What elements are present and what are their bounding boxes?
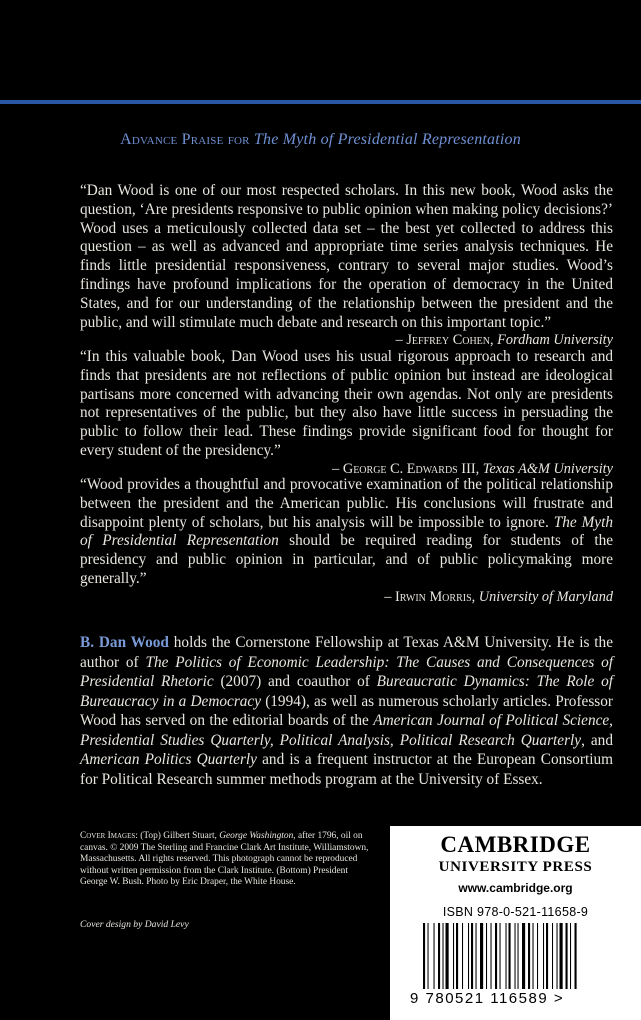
quote-author: – Irwin Morris, [384,588,476,605]
cover-design-credit: Cover design by David Levy [80,919,189,930]
bio-text: (1994), as well as numerous scholarly articles. Professor Wood has served on the editorial boards of the [80,692,613,729]
publisher-panel [390,826,641,1020]
quote-author: – George C. Edwards III, [332,460,480,477]
praise-heading [0,131,641,149]
isbn: ISBN 978-0-521-11658-9 [442,905,589,919]
quote-affiliation: Fordham University [497,332,613,349]
heading-title: The Myth of Presidential Representation [253,131,521,148]
bio-text: , and [581,731,613,749]
quote-affiliation: University of Maryland [478,588,613,605]
quote-text-a: “Wood provides a thoughtful and provocative examination of the political relationship between the president and the American public. His conclusions will frustrate and disappoint plenty of scholars, but his analysis will be impossible to ignore. [80,476,613,531]
heading-prefix: Advance Praise for [120,131,250,148]
book-title: The Politics of Economic Leadership: The Causes and Consequences of Presidential Rhetoric [80,653,613,690]
publisher-subname: UNIVERSITY PRESS [438,859,593,875]
quote-morris [80,476,613,606]
publisher-name: CAMBRIDGE [440,832,591,857]
credits-label: Cover Images: [80,831,138,841]
quote-affiliation: Texas A&M University [482,460,613,477]
painting-title: George Washington [219,831,294,841]
book-title: Bureaucratic Dynamics: The Role of Bureaucracy in a Democracy [80,673,614,710]
quote-text [80,476,613,589]
author-name: B. Dan Wood [80,634,169,651]
quote-text: “In this valuable book, Dan Wood uses his usual rigorous approach to research and finds that presidents are not reflections of public opinion but instead are ideological partisans more concerned with advancing their own agendas. Not only are presidents not representatives of the public, but they also have little success in persuading the public to follow their lead. These findings provide significant food for thought for every student of the presidency.” [80,348,613,459]
quote-edwards [80,348,613,478]
author-bio [80,633,613,789]
bio-text: (2007) and coauthor of [220,673,370,690]
publisher-website: www.cambridge.org [458,881,573,895]
quote-text-b: should be required reading for students of the presidency and public opinion in particular, and of public policymaking more generally.” [80,532,614,587]
quote-author: – Jeffrey Cohen, [395,332,494,349]
credits-text: (Top) Gilbert Stuart, [140,831,217,841]
barcode-digits: 9 780521 116589 > [410,990,565,1007]
quote-attribution [80,332,613,349]
bio-text: and is a frequent instructor at the European Consortium for Political Research summer methods program at the University of Essex. [80,751,613,788]
cover-credits [80,831,370,889]
quote-text: “Dan Wood is one of our most respected scholars. In this new book, Wood asks the question, ‘Are presidents responsive to public opinion when making policy decisions?’ Wood uses a meticulously collected data set – the best yet collected to address this question – as well as advanced and appropriate time series analysis techniques. He finds little presidential responsiveness, contrary to several major studies. Wood’s findings have profound implications for the operation of democracy in the United States, and for our understanding of the relationship between the president and the public, and will stimulate much debate and research on this important topic.” [80,182,613,331]
quote-cohen [80,182,613,349]
barcode-icon [423,923,623,991]
credits-text: , after 1796, oil on canvas. © 2009 The Sterling and Francine Clark Art Institute, Williamstown, Massachusetts. All rights reserved. This photograph cannot be reproduced without written permission from the Clark Institute. (Bottom) President George W. Bush. Photo by Eric Draper, the White House. [80,831,369,888]
bio-text: holds the Cornerstone Fellowship at Texas A&M University. He is the author of [80,634,613,671]
quote-attribution [80,589,613,606]
blue-rule [0,100,641,104]
quote-book-title: The Myth of Presidential Representation [80,513,613,550]
journal-title: American Politics Quarterly [80,751,257,768]
journal-list: American Journal of Political Science, Presidential Studies Quarterly, Political Analysis, Political Research Quarterly [80,712,613,749]
